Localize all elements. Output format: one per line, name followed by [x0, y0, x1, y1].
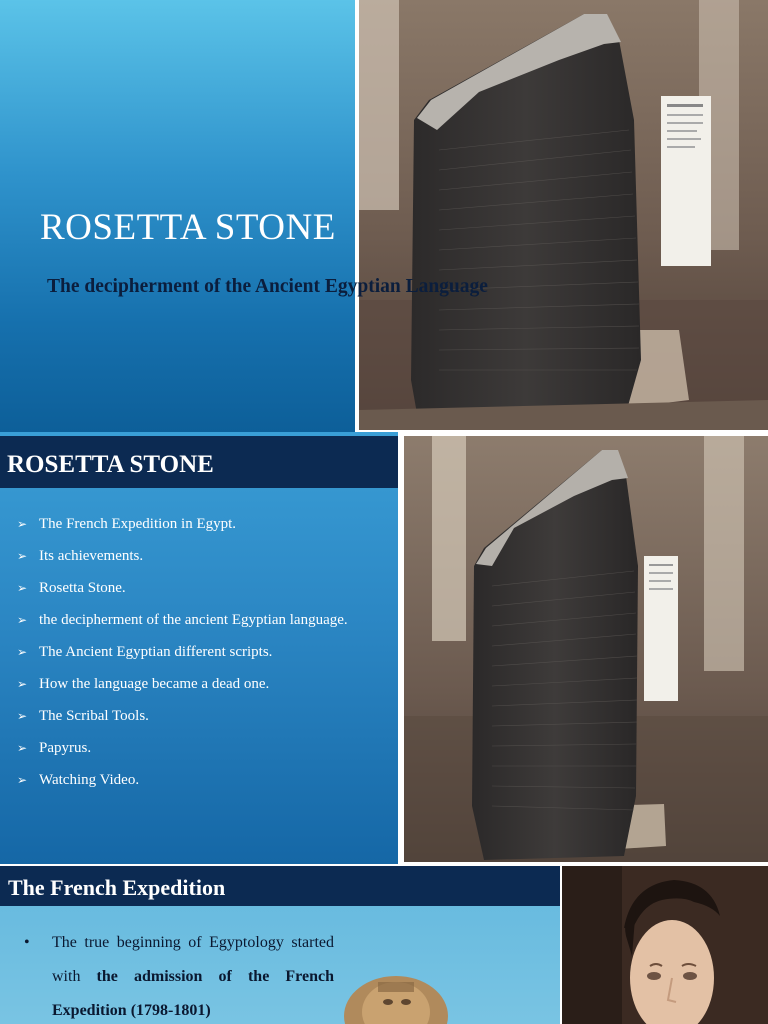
outline-list — [17, 508, 387, 796]
slide-subtitle: The decipherment of the Ancient Egyptian Language — [47, 276, 488, 297]
arrow-bullet-icon: ➢ — [17, 517, 28, 531]
list-item: ➢ How the language became a dead one. — [17, 668, 387, 700]
list-item: ➢ Its achievements. — [17, 540, 387, 572]
expedition-title-band — [0, 866, 560, 906]
arrow-bullet-icon: ➢ — [17, 549, 28, 563]
slide-title — [0, 0, 768, 432]
rosetta-stone-photo — [404, 436, 768, 862]
list-item: ➢ Papyrus. — [17, 732, 387, 764]
expedition-paragraph: The true beginning of Egyptology started with the admission of the French Expedition (1798-1801) — [52, 934, 334, 1019]
outline-title-band — [0, 436, 398, 488]
arrow-bullet-icon: ➢ — [17, 741, 28, 755]
bullet-dot-icon: • — [24, 934, 30, 951]
slide-french-expedition — [0, 864, 768, 1024]
outline-title: ROSETTA STONE — [7, 451, 214, 478]
list-item: ➢ The Ancient Egyptian different scripts. — [17, 636, 387, 668]
arrow-bullet-icon: ➢ — [17, 773, 28, 787]
sphinx-image — [340, 964, 452, 1024]
list-item: ➢ the decipherment of the ancient Egyptian language. — [17, 604, 387, 636]
list-item: ➢ The French Expedition in Egypt. — [17, 508, 387, 540]
arrow-bullet-icon: ➢ — [17, 613, 28, 627]
list-item: ➢ The Scribal Tools. — [17, 700, 387, 732]
slide-outline — [0, 432, 768, 864]
arrow-bullet-icon: ➢ — [17, 709, 28, 723]
expedition-title: The French Expedition — [8, 875, 226, 900]
napoleon-portrait — [562, 866, 768, 1024]
slide-title-heading: ROSETTA STONE — [40, 207, 336, 248]
rosetta-stone-photo — [359, 0, 768, 430]
list-item: ➢ Rosetta Stone. — [17, 572, 387, 604]
arrow-bullet-icon: ➢ — [17, 581, 28, 595]
list-item: ➢ Watching Video. — [17, 764, 387, 796]
arrow-bullet-icon: ➢ — [17, 677, 28, 691]
expedition-bold-text: the admission of the French Expedition — [52, 968, 334, 1019]
arrow-bullet-icon: ➢ — [17, 645, 28, 659]
